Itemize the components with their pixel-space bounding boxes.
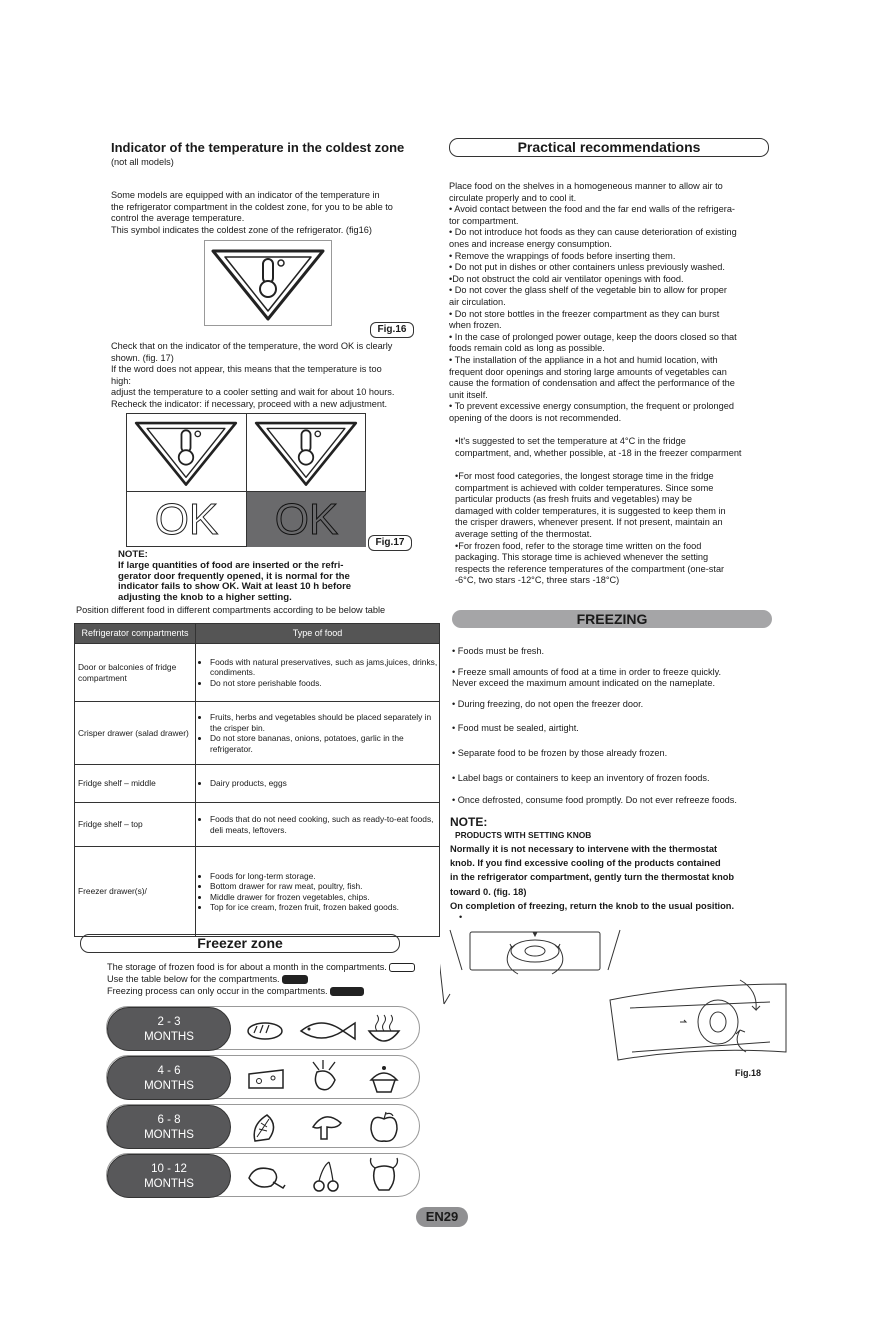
month-range: 10 - 12 xyxy=(151,1163,187,1175)
apple-icon xyxy=(371,1112,397,1141)
list-item: • Bottom drawer for raw meat, poultry, fish. xyxy=(210,881,439,892)
month-range: 2 - 3 xyxy=(157,1016,181,1028)
list-item: • Freeze small amounts of food at a time in order to freeze quickly. xyxy=(452,666,722,677)
freezing-note-subtitle: PRODUCTS WITH SETTING KNOB xyxy=(455,830,592,840)
storage-time-text xyxy=(455,471,800,587)
text-line: • Do not cover the glass shelf of the vegetable bin to allow for proper xyxy=(449,285,727,296)
bread-icon xyxy=(248,1023,282,1039)
table-cell: Fridge shelf – middle xyxy=(75,765,196,803)
indicator-title: Indicator of the temperature in the coldest zone xyxy=(111,140,405,155)
text-line: ones and increase energy consumption. xyxy=(449,238,612,249)
freezing-note-title: NOTE: xyxy=(450,815,488,829)
freezer-zone-title: Freezer zone xyxy=(80,934,400,953)
coldest-zone-symbol-icon xyxy=(247,414,365,490)
text-line: unit itself. xyxy=(449,389,488,400)
note-block xyxy=(118,550,378,604)
fig17-label: Fig.17 xyxy=(368,535,412,551)
month-unit: MONTHS xyxy=(144,1080,194,1092)
table-row xyxy=(75,702,440,765)
text-line: cause the formation of condensation and affect the performance of the xyxy=(449,378,735,389)
four-star-icon xyxy=(330,987,364,996)
page-number-badge: EN29 xyxy=(416,1207,468,1227)
vegetable-icon xyxy=(254,1115,273,1141)
list-item: • Foods with natural preservatives, such as jams,juices, drinks, condiments. xyxy=(210,657,439,678)
check-paragraph xyxy=(111,341,441,411)
month-unit: MONTHS xyxy=(144,1178,194,1190)
storage-row-4-6 xyxy=(106,1055,420,1099)
position-text: Position different food in different compartments according to be below table xyxy=(76,605,386,615)
list-item: • Middle drawer for frozen vegetables, chips. xyxy=(210,892,439,903)
food-icons xyxy=(239,1058,415,1098)
note-title: NOTE: xyxy=(118,549,148,560)
text-line: -6°C, two stars -12°C, three stars -18°C) xyxy=(455,575,620,586)
table-header: Refrigerator compartments xyxy=(75,624,196,644)
text-line: On completion of freezing, return the knob to the usual position. xyxy=(450,900,735,911)
month-range-label xyxy=(107,1056,231,1100)
text-line: control the average temperature. xyxy=(111,213,245,224)
freezer-zone-text xyxy=(107,961,437,997)
text-line: respects the reference temperatures of the compartment (one-star xyxy=(455,563,725,574)
text-line: toward 0. (fig. 18) xyxy=(450,886,527,897)
temperature-suggestion xyxy=(455,436,800,459)
coldest-zone-symbol-icon xyxy=(205,241,331,325)
text-line: when frozen. xyxy=(449,320,502,331)
text-line: Freezing process can only occur in the compartments. xyxy=(107,986,328,996)
text-line: packaging. This storage time is achieved whenever the setting xyxy=(455,552,709,563)
text-line: • In the case of prolonged power outage, keep the doors closed so that xyxy=(449,331,737,342)
indicator-paragraph xyxy=(111,190,431,236)
list-item: • Top for ice cream, frozen fruit, frozen baked goods. xyxy=(210,902,439,913)
text-line: • The installation of the appliance in a hot and humid location, with xyxy=(449,354,718,365)
table-row xyxy=(75,803,440,847)
table-row xyxy=(75,644,440,702)
text-line: • Do not put in dishes or other containers unless previously washed. xyxy=(449,262,725,273)
knob-panel-side xyxy=(610,980,786,1060)
table-row xyxy=(75,847,440,937)
table-header: Type of food xyxy=(196,624,440,644)
bullet-mark: • xyxy=(459,912,463,922)
coldest-zone-symbol-icon xyxy=(127,414,245,490)
text-line: Place food on the shelves in a homogeneous manner to allow air to xyxy=(449,181,723,191)
deer-head-icon xyxy=(313,1060,335,1090)
food-icons xyxy=(239,1009,415,1049)
mushroom-icon xyxy=(313,1117,341,1139)
text-line: shown. (fig. 17) xyxy=(111,352,174,363)
fig18-label: Fig.18 xyxy=(735,1068,762,1078)
list-item: • Label bags or containers to keep an inventory of frozen foods. xyxy=(452,772,710,783)
cow-head-icon xyxy=(371,1158,398,1190)
table-cell: Door or balconies of fridge compartment xyxy=(75,644,196,702)
text-line: air circulation. xyxy=(449,296,506,307)
knob-panel-front xyxy=(440,930,620,1004)
text-line: Some models are equipped with an indicator of the temperature in xyxy=(111,190,380,200)
text-line: Use the table below for the compartments. xyxy=(107,974,280,984)
table-cell xyxy=(196,765,440,803)
text-line: foods remain cold as long as possible. xyxy=(449,343,605,354)
text-line: •It's suggested to set the temperature at 4°C in the fridge xyxy=(455,436,686,446)
month-range-label xyxy=(107,1105,231,1149)
list-item: • Foods must be fresh. xyxy=(452,646,545,656)
text-line: The storage of frozen food is for about a month in the compartments. xyxy=(107,962,387,972)
list-item: • Fruits, herbs and vegetables should be placed separately in the crisper bin. xyxy=(210,712,439,733)
text-line: • Avoid contact between the food and the far end walls of the refrigera- xyxy=(449,204,735,215)
month-unit: MONTHS xyxy=(144,1129,194,1141)
list-item: • Foods that do not need cooking, such as ready-to-eat foods, deli meats, leftovers. xyxy=(210,814,439,835)
list-item: • Once defrosted, consume food promptly. Do not ever refreeze foods. xyxy=(452,795,737,806)
text-line: adjust the temperature to a cooler setting and wait for about 10 hours. xyxy=(111,387,395,398)
cherries-icon xyxy=(314,1162,338,1191)
list-item: • Dairy products, eggs xyxy=(210,778,439,789)
cupcake-icon xyxy=(371,1066,397,1092)
two-star-icon xyxy=(389,963,415,972)
text-line: adjusting the knob to a higher setting. xyxy=(118,592,292,604)
text-line: the refrigerator compartment in the coldest zone, for you to be able to xyxy=(111,201,393,212)
text-line: high: xyxy=(111,375,131,386)
text-line: compartment is achieved with colder temperatures. Since some xyxy=(455,482,714,493)
freezing-title: FREEZING xyxy=(452,610,772,628)
text-line: If the word does not appear, this means that the temperature is too xyxy=(111,364,382,375)
food-icons xyxy=(239,1107,415,1147)
fig18-thermostat-knob-illustration xyxy=(440,926,800,1066)
text-line: knob. If you find excessive cooling of the products contained xyxy=(450,858,721,869)
food-icons xyxy=(239,1156,415,1196)
table-cell xyxy=(196,702,440,765)
table-row xyxy=(75,765,440,803)
text-line: the crisper drawers, whenever present. If not present, maintain an xyxy=(455,517,723,528)
text-line: Check that on the indicator of the temperature, the word OK is clearly xyxy=(111,341,393,351)
text-line: • Do not introduce hot foods as they can cause deterioration of existing xyxy=(449,227,737,238)
soup-bowl-icon xyxy=(369,1015,399,1041)
text-line: • Do not store bottles in the freezer compartment as they can burst xyxy=(449,308,720,319)
cheese-icon xyxy=(249,1070,283,1088)
fig16-image xyxy=(204,240,332,326)
text-line: compartment, and, whether possible, at -18 in the freezer comparment xyxy=(455,447,742,458)
table-cell xyxy=(196,847,440,937)
table-cell: Freezer drawer(s)/ xyxy=(75,847,196,937)
list-item: Never exceed the maximum amount indicated on the nameplate. xyxy=(452,678,716,689)
list-item: • Do not store perishable foods. xyxy=(210,678,439,689)
list-item: • Foods for long-term storage. xyxy=(210,871,439,882)
freezing-list xyxy=(452,646,802,807)
storage-row-6-8 xyxy=(106,1104,420,1148)
text-line: circulate properly and to cool it. xyxy=(449,192,577,203)
list-item: • Do not store bananas, onions, potatoes, garlic in the refrigerator. xyxy=(210,733,439,754)
text-line: This symbol indicates the coldest zone of the refrigerator. (fig16) xyxy=(111,224,372,235)
poultry-leg-icon xyxy=(249,1168,285,1188)
fig16-label: Fig.16 xyxy=(370,322,414,338)
text-line: in the refrigerator compartment, gently turn the thermostat knob xyxy=(450,872,735,883)
table-header-row xyxy=(75,624,440,644)
text-line: indicator fails to show OK. Wait at least 10 h before xyxy=(118,581,352,593)
freezing-note-text xyxy=(450,842,780,913)
text-line: damaged with colder temperatures, it is suggested to keep them in xyxy=(455,505,726,516)
month-range-label xyxy=(107,1007,231,1051)
month-unit: MONTHS xyxy=(144,1031,194,1043)
text-line: • Remove the wrappings of foods before inserting them. xyxy=(449,250,676,261)
text-line: particular products (as fresh fruits and vegetables) may be xyxy=(455,494,692,505)
four-star-icon xyxy=(282,975,308,984)
ok-indicator-dark: OK xyxy=(247,492,366,547)
text-line: opening of the doors is not recommended. xyxy=(449,412,622,423)
table-cell xyxy=(196,644,440,702)
text-line: Recheck the indicator: if necessary, proceed with a new adjustment. xyxy=(111,398,388,409)
list-item: • During freezing, do not open the freezer door. xyxy=(452,698,644,709)
text-line: Normally it is not necessary to intervene with the thermostat xyxy=(450,844,718,854)
text-line: •Do not obstruct the cold air ventilator openings with food. xyxy=(449,273,684,284)
text-line: If large quantities of food are inserted or the refri- xyxy=(118,559,344,571)
indicator-symbol-right xyxy=(247,414,366,492)
indicator-symbol-left xyxy=(127,414,247,492)
indicator-subtitle: (not all models) xyxy=(111,157,174,167)
text-line: average setting of the thermostat. xyxy=(455,528,592,539)
text-line: frequent door openings and storing large amounts of vegetables can xyxy=(449,366,727,377)
fish-icon xyxy=(301,1023,355,1039)
text-line: tor compartment. xyxy=(449,215,519,226)
list-item: • Separate food to be frozen by those already frozen. xyxy=(452,747,668,758)
text-line: •For most food categories, the longest storage time in the fridge xyxy=(455,471,714,481)
storage-row-2-3 xyxy=(106,1006,420,1050)
practical-recommendations-text xyxy=(449,181,799,424)
text-line: • To prevent excessive energy consumption, the frequent or prolonged xyxy=(449,401,734,412)
text-line: •For frozen food, refer to the storage time written on the food xyxy=(455,540,702,551)
month-range-label xyxy=(107,1154,231,1198)
storage-row-10-12 xyxy=(106,1153,420,1197)
list-item: • Food must be sealed, airtight. xyxy=(452,723,579,734)
month-range: 4 - 6 xyxy=(157,1065,181,1077)
food-compartment-table xyxy=(74,623,440,937)
table-cell: Fridge shelf – top xyxy=(75,803,196,847)
table-cell xyxy=(196,803,440,847)
table-cell: Crisper drawer (salad drawer) xyxy=(75,702,196,765)
month-range: 6 - 8 xyxy=(157,1114,181,1126)
ok-indicator-light: OK xyxy=(127,492,247,547)
text-line: gerator door frequently opened, it is normal for the xyxy=(118,570,350,582)
practical-recommendations-title: Practical recommendations xyxy=(449,138,769,157)
fig17-image xyxy=(126,413,366,547)
